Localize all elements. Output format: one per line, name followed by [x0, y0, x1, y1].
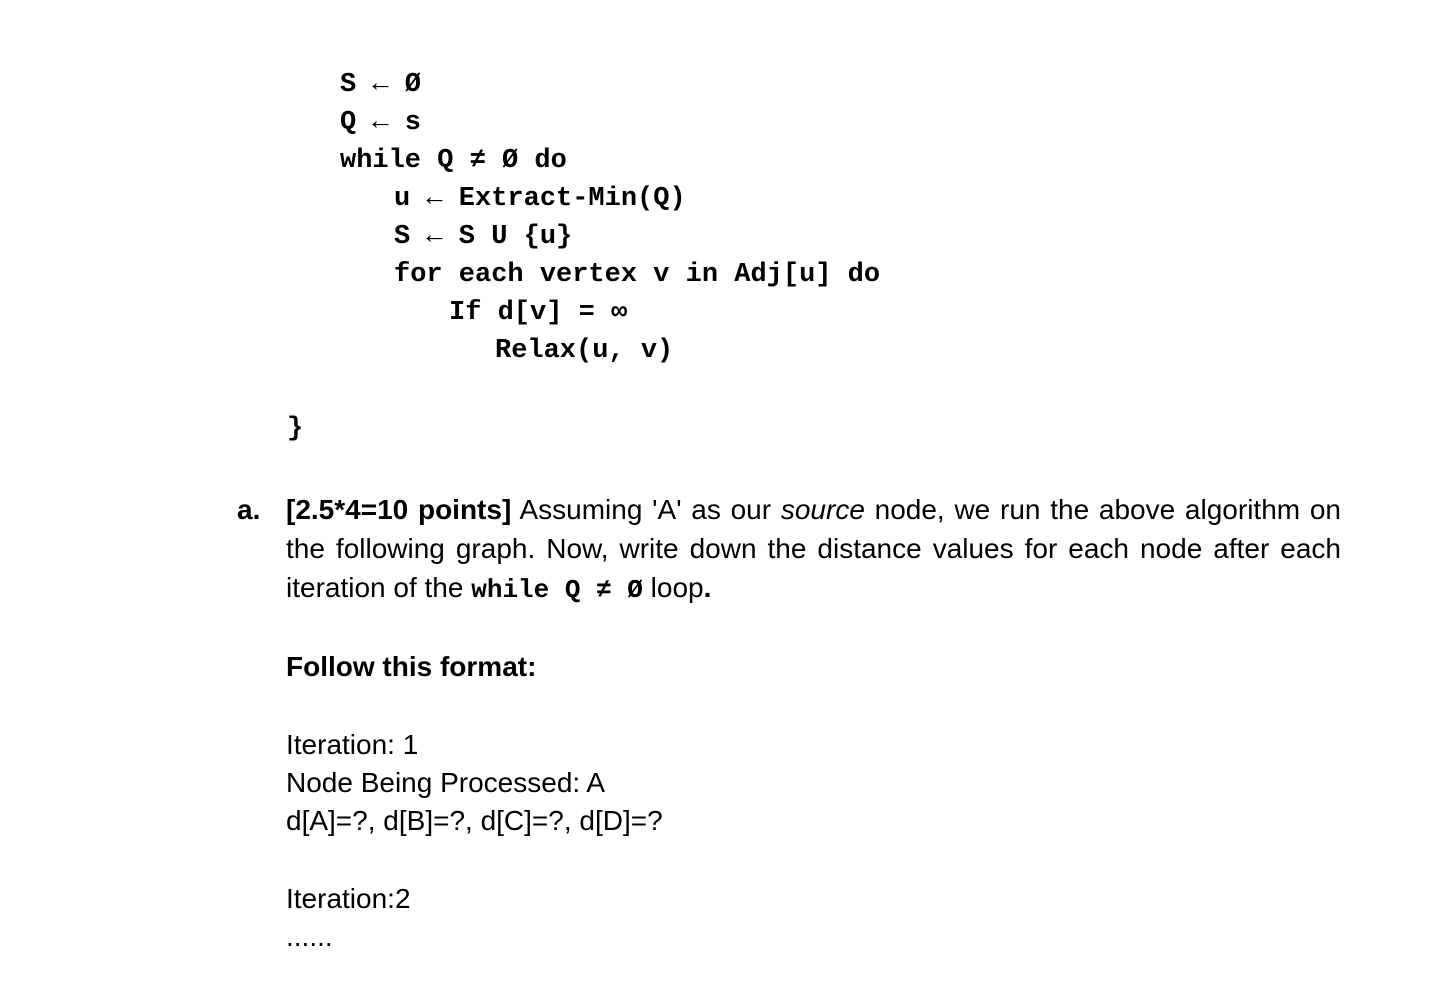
- question-text-part3: loop: [642, 572, 704, 603]
- ellipsis: ......: [286, 921, 333, 952]
- question-a: [237, 490, 1341, 610]
- question-points: [2.5*4=10 points]: [286, 494, 512, 525]
- code-line-init-s: S ← Ø: [340, 70, 422, 100]
- question-text-part1: Assuming 'A' as our: [511, 494, 781, 525]
- question-marker: a.: [237, 494, 261, 525]
- code-line-for-each: for each vertex v in Adj[u] do: [394, 260, 881, 290]
- question-text-part2: node, we run the above algorithm on the following graph. Now, write down the distance values for each node after each iteration of the: [286, 494, 1341, 603]
- source-word: source: [780, 494, 865, 525]
- closing-brace: }: [287, 414, 304, 444]
- pseudocode-block: [340, 66, 880, 370]
- question-period: .: [703, 572, 712, 603]
- loop-code: while Q ≠ Ø: [471, 575, 643, 605]
- question-text: [286, 490, 1341, 610]
- code-line-init-q: Q ← s: [340, 108, 422, 138]
- format-example-iteration2: [286, 880, 411, 956]
- node-processed-line: Node Being Processed: A: [286, 767, 606, 798]
- code-line-while: while Q ≠ Ø do: [340, 146, 567, 176]
- iteration1-label: Iteration: 1: [286, 729, 419, 760]
- code-line-relax: Relax(u, v): [495, 336, 674, 366]
- distances-line: d[A]=?, d[B]=?, d[C]=?, d[D]=?: [286, 805, 663, 836]
- iteration2-label: Iteration:2: [286, 883, 411, 914]
- code-line-union: S ← S U {u}: [394, 222, 573, 252]
- format-heading: Follow this format:: [286, 651, 537, 682]
- format-example-iteration1: [286, 726, 663, 840]
- code-line-if: If d[v] = ∞: [449, 298, 628, 328]
- code-line-extract-min: u ← Extract-Min(Q): [394, 184, 686, 214]
